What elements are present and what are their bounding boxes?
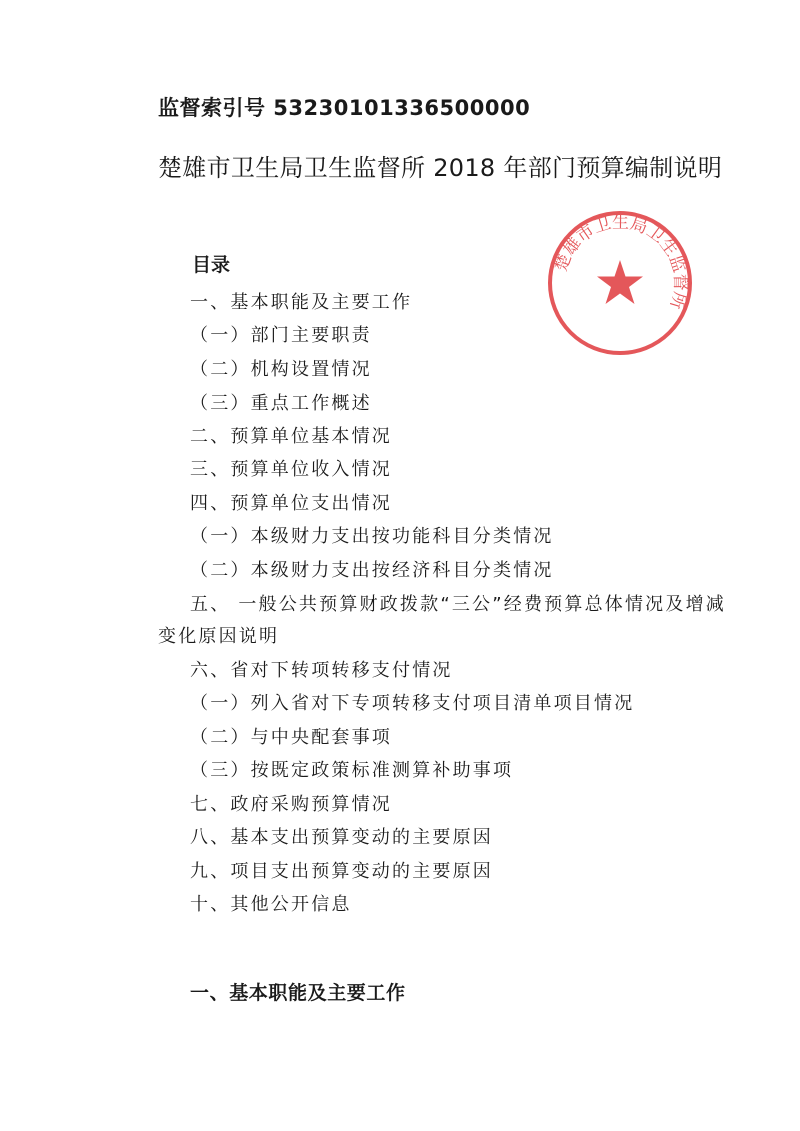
toc-item: 八、基本支出预算变动的主要原因: [190, 827, 493, 848]
toc-item: （一）本级财力支出按功能科目分类情况: [190, 526, 554, 547]
toc-item: （二）本级财力支出按经济科目分类情况: [190, 560, 554, 581]
toc-item: （二）机构设置情况: [190, 359, 372, 380]
section-heading: 一、基本职能及主要工作: [190, 982, 406, 1004]
toc-item: 二、预算单位基本情况: [190, 426, 392, 447]
toc-item: 六、省对下转项转移支付情况: [190, 660, 453, 681]
supervision-index-number: 监督索引号 53230101336500000: [158, 96, 531, 120]
toc-item: 十、其他公开信息: [190, 894, 352, 915]
toc-item: 五、 一般公共预算财政拨款“三公”经费预算总体情况及增减: [190, 594, 726, 615]
toc-item: 九、项目支出预算变动的主要原因: [190, 861, 493, 882]
toc-item: （一）部门主要职责: [190, 325, 372, 346]
toc-item: 七、政府采购预算情况: [190, 794, 392, 815]
toc-item: 三、预算单位收入情况: [190, 459, 392, 480]
seal-text-path: 楚雄市卫生局卫生监督所: [551, 212, 691, 312]
toc-item: （二）与中央配套事项: [190, 727, 392, 748]
toc-heading: 目录: [192, 254, 231, 276]
official-seal-icon: [545, 208, 695, 358]
toc-item: 一、基本职能及主要工作: [190, 292, 413, 313]
toc-item: 四、预算单位支出情况: [190, 493, 392, 514]
toc-item: （一）列入省对下专项转移支付项目清单项目情况: [190, 693, 635, 714]
toc-item: 变化原因说明: [158, 626, 280, 647]
document-title: 楚雄市卫生局卫生监督所 2018 年部门预算编制说明: [158, 154, 723, 182]
seal-star: [597, 260, 643, 304]
toc-item: （三）按既定政策标准测算补助事项: [190, 760, 514, 781]
toc-item: （三）重点工作概述: [190, 393, 372, 414]
